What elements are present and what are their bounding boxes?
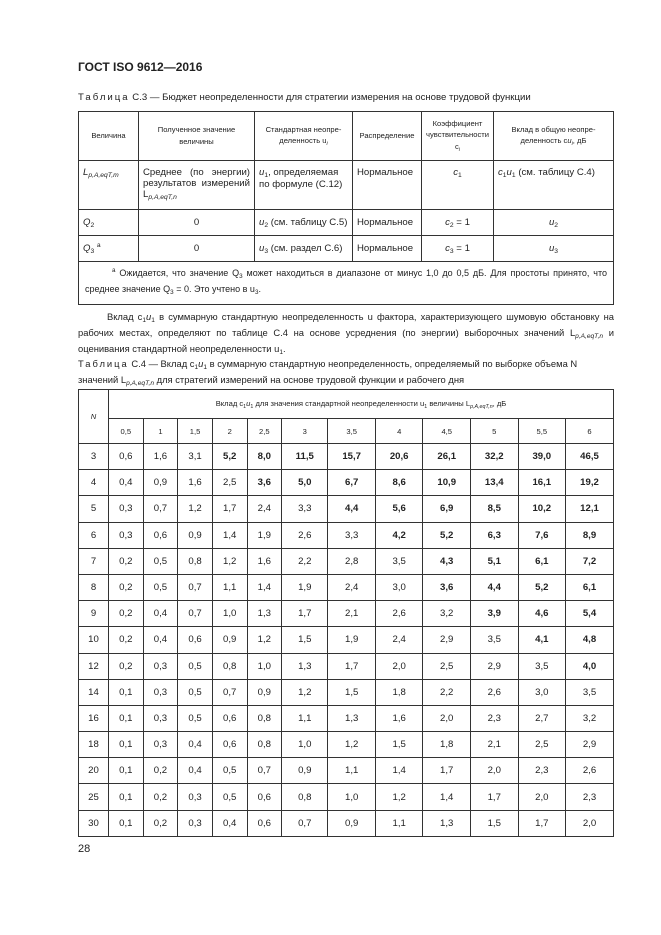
table-row xyxy=(79,470,614,496)
cell-value: 0,5 xyxy=(178,705,213,731)
cell-value: 1,0 xyxy=(212,601,247,627)
cell-value: 3,2 xyxy=(566,705,614,731)
cell-n: 14 xyxy=(79,679,109,705)
cell-value: 0,7 xyxy=(143,496,178,522)
cell-value: 1,5 xyxy=(470,810,518,836)
cell-value: 3,0 xyxy=(518,679,566,705)
cell-value: 6,1 xyxy=(518,548,566,574)
cell-value: 8,0 xyxy=(247,444,282,470)
cell-value: 0,3 xyxy=(143,705,178,731)
cell-value: 1,2 xyxy=(282,679,328,705)
cell-value: 1,1 xyxy=(375,810,423,836)
cell-value: 1,9 xyxy=(282,574,328,600)
header-u-value: 0,5 xyxy=(109,419,144,444)
header-sensitivity: Коэффициент чувствительности $c_i$ xyxy=(422,112,494,161)
cell-value: 0,1 xyxy=(109,758,144,784)
cell-value: 1,3 xyxy=(328,705,376,731)
cell-value: 8,6 xyxy=(375,470,423,496)
cell-value: 0,9 xyxy=(178,522,213,548)
cell-value: 13,4 xyxy=(470,470,518,496)
cell-value: 1,5 xyxy=(328,679,376,705)
cell-value: 0,2 xyxy=(109,574,144,600)
cell-value: 3,1 xyxy=(178,444,213,470)
cell-value: 3,5 xyxy=(375,548,423,574)
cell-sensitivity: $c_2 = 1$ xyxy=(422,210,494,236)
cell-value: 0,4 xyxy=(143,601,178,627)
header-u-value: 1 xyxy=(143,419,178,444)
cell-value: 0,4 xyxy=(178,732,213,758)
cell-value: 0,1 xyxy=(109,784,144,810)
cell-value: 26,1 xyxy=(423,444,471,470)
table-row xyxy=(79,548,614,574)
cell-value: 0,2 xyxy=(109,601,144,627)
cell-value: 1,0 xyxy=(328,784,376,810)
cell-value: 39,0 xyxy=(518,444,566,470)
cell-value: 4,6 xyxy=(518,601,566,627)
cell-value: 2,3 xyxy=(470,705,518,731)
table-row xyxy=(79,161,614,210)
cell-value: 4,1 xyxy=(518,627,566,653)
caption-number: С.3 xyxy=(132,92,148,103)
header-quantity: Величина xyxy=(79,112,139,161)
cell-n: 7 xyxy=(79,548,109,574)
cell-value: 1,6 xyxy=(375,705,423,731)
table-row xyxy=(79,810,614,836)
cell-value: 6,9 xyxy=(423,496,471,522)
cell-value: 2,4 xyxy=(328,574,376,600)
table-footnote-row xyxy=(79,262,614,305)
cell-n: 10 xyxy=(79,627,109,653)
cell-value: 4,8 xyxy=(566,627,614,653)
table-row xyxy=(79,679,614,705)
cell-contribution: $u_2$ xyxy=(494,210,614,236)
table-c3-caption xyxy=(78,92,531,103)
body-paragraph: Вклад $c_1u_1$ в суммарную стандартную неопределенность u фактора, характеризующего шумовую обстановку на рабочих местах, определяют по таблице С.4 на основе усреднения (по энергии) выборочных значений $L_{p,A,eqT,n}$ и оценивания стандартной неопределенности $u_1$. xyxy=(78,311,614,357)
cell-n: 12 xyxy=(79,653,109,679)
cell-value: 0,8 xyxy=(212,653,247,679)
cell-value: 2,6 xyxy=(566,758,614,784)
cell-value: 2,7 xyxy=(518,705,566,731)
cell-value: 2,5 xyxy=(212,470,247,496)
cell-n: 20 xyxy=(79,758,109,784)
cell-value: 0,9 xyxy=(247,679,282,705)
cell-value: 4,4 xyxy=(470,574,518,600)
cell-value: 1,7 xyxy=(282,601,328,627)
cell-value: 2,8 xyxy=(328,548,376,574)
cell-value: 1,7 xyxy=(518,810,566,836)
cell-value: 20,6 xyxy=(375,444,423,470)
cell-value: 2,9 xyxy=(423,627,471,653)
cell-value: 1,2 xyxy=(212,548,247,574)
cell-value: 0,8 xyxy=(247,705,282,731)
cell-value: 8,9 xyxy=(566,522,614,548)
cell-value: 12,1 xyxy=(566,496,614,522)
cell-value: 1,7 xyxy=(470,784,518,810)
cell-value: 0,8 xyxy=(282,784,328,810)
cell-value: 1,4 xyxy=(247,574,282,600)
cell-value: 32,2 xyxy=(470,444,518,470)
cell-value: 0,9 xyxy=(212,627,247,653)
cell-value: 2,1 xyxy=(328,601,376,627)
table-row xyxy=(79,601,614,627)
cell-value: 0,9 xyxy=(328,810,376,836)
cell-value: 1,5 xyxy=(282,627,328,653)
header-span: Вклад $c_1u_1$ для значения стандартной неопределенности $u_1$ величины $L_{p,A,eqT,n}$, дБ xyxy=(109,390,614,419)
cell-value: 3,5 xyxy=(566,679,614,705)
cell-value: 2,6 xyxy=(470,679,518,705)
cell-value: 0,1 xyxy=(109,810,144,836)
cell-value: 1,7 xyxy=(423,758,471,784)
cell-value: 2,9 xyxy=(566,732,614,758)
table-row xyxy=(79,210,614,236)
cell-value: 0,6 xyxy=(109,444,144,470)
cell-value: 4,0 xyxy=(566,653,614,679)
cell-value: 2,6 xyxy=(375,601,423,627)
cell-n: 3 xyxy=(79,444,109,470)
cell-value: 1,1 xyxy=(328,758,376,784)
cell-value: 1,6 xyxy=(247,548,282,574)
cell-value: 3,6 xyxy=(247,470,282,496)
cell-value: 2,3 xyxy=(518,758,566,784)
cell-value: 5,1 xyxy=(470,548,518,574)
header-value: Полученное значение величины xyxy=(139,112,255,161)
header-u-value: 4 xyxy=(375,419,423,444)
cell-n: 18 xyxy=(79,732,109,758)
cell-value: 2,9 xyxy=(470,653,518,679)
header-contribution: Вклад в общую неопределенность $cu_i$, дБ xyxy=(494,112,614,161)
cell-value: 2,6 xyxy=(282,522,328,548)
table-row xyxy=(79,496,614,522)
cell-value: 0,7 xyxy=(178,601,213,627)
cell-value: 2,5 xyxy=(423,653,471,679)
cell-value: 19,2 xyxy=(566,470,614,496)
cell-value: 2,5 xyxy=(518,732,566,758)
cell-value: 3,5 xyxy=(470,627,518,653)
table-row xyxy=(79,758,614,784)
cell-value: 4,2 xyxy=(375,522,423,548)
cell-value: 1,1 xyxy=(212,574,247,600)
header-u-value: 3,5 xyxy=(328,419,376,444)
cell-value: 0,6 xyxy=(212,732,247,758)
cell-value: 1,2 xyxy=(178,496,213,522)
cell-sensitivity: $c_1$ xyxy=(422,161,494,210)
table-row xyxy=(79,522,614,548)
caption-text: — Бюджет неопределенности для стратегии измерения на основе трудовой функции xyxy=(149,92,531,103)
cell-value: 0 xyxy=(139,236,255,262)
cell-value: 0,3 xyxy=(143,679,178,705)
cell-value: 2,1 xyxy=(470,732,518,758)
cell-value: 5,6 xyxy=(375,496,423,522)
cell-value: 0,3 xyxy=(143,732,178,758)
cell-value: 0,3 xyxy=(109,522,144,548)
cell-value: 5,4 xyxy=(566,601,614,627)
cell-value: 0,6 xyxy=(212,705,247,731)
cell-value: 2,4 xyxy=(247,496,282,522)
cell-uncertainty: $u_3$ (см. раздел С.6) xyxy=(255,236,353,262)
cell-value: 2,0 xyxy=(470,758,518,784)
cell-value: 5,0 xyxy=(282,470,328,496)
cell-distribution: Нормальное xyxy=(353,210,422,236)
cell-value: 1,2 xyxy=(375,784,423,810)
cell-value: 6,3 xyxy=(470,522,518,548)
header-u-value: 2 xyxy=(212,419,247,444)
cell-value: 2,4 xyxy=(375,627,423,653)
cell-value: 0,4 xyxy=(143,627,178,653)
table-row xyxy=(79,705,614,731)
table-row xyxy=(79,653,614,679)
table-header-row xyxy=(79,112,614,161)
cell-value: 7,6 xyxy=(518,522,566,548)
cell-value: 0,2 xyxy=(109,627,144,653)
header-u-value: 4,5 xyxy=(423,419,471,444)
cell-value: 1,7 xyxy=(212,496,247,522)
cell-value: 0,9 xyxy=(282,758,328,784)
table-row xyxy=(79,574,614,600)
header-u-value: 5 xyxy=(470,419,518,444)
cell-value: 2,2 xyxy=(423,679,471,705)
cell-value: 1,6 xyxy=(143,444,178,470)
cell-value: 5,2 xyxy=(518,574,566,600)
cell-value: 0,4 xyxy=(109,470,144,496)
cell-value: 1,0 xyxy=(282,732,328,758)
page-number: 28 xyxy=(78,843,91,855)
cell-value: 1,2 xyxy=(247,627,282,653)
cell-value: 0,5 xyxy=(212,758,247,784)
cell-value: 1,6 xyxy=(178,470,213,496)
cell-n: 4 xyxy=(79,470,109,496)
cell-value: 2,2 xyxy=(282,548,328,574)
cell-value: 16,1 xyxy=(518,470,566,496)
cell-value: 0,1 xyxy=(109,679,144,705)
cell-value: 1,7 xyxy=(328,653,376,679)
cell-value: 0,1 xyxy=(109,705,144,731)
cell-value: 3,2 xyxy=(423,601,471,627)
uncertainty-budget-table xyxy=(78,111,614,305)
cell-value: 46,5 xyxy=(566,444,614,470)
cell-value: 0,4 xyxy=(212,810,247,836)
cell-value: 0,5 xyxy=(143,574,178,600)
cell-value: 1,4 xyxy=(375,758,423,784)
cell-value: 0,8 xyxy=(247,732,282,758)
cell-value: 1,9 xyxy=(328,627,376,653)
cell-value: 2,0 xyxy=(566,810,614,836)
contribution-table xyxy=(78,389,614,837)
cell-n: 5 xyxy=(79,496,109,522)
cell-value: 5,2 xyxy=(423,522,471,548)
cell-value: 0,5 xyxy=(178,653,213,679)
cell-value: Среднее (по энергии) результатов измерений $L_{p,A,eqT,n}$ xyxy=(139,161,255,210)
cell-value: 1,9 xyxy=(247,522,282,548)
cell-value: 0,2 xyxy=(143,810,178,836)
cell-value: 1,8 xyxy=(375,679,423,705)
cell-value: 0,6 xyxy=(143,522,178,548)
cell-value: 3,9 xyxy=(470,601,518,627)
header-u-value: 1,5 xyxy=(178,419,213,444)
cell-value: 1,4 xyxy=(423,784,471,810)
cell-value: 0,7 xyxy=(212,679,247,705)
cell-quantity: $Q_2$ xyxy=(79,210,139,236)
cell-value: 2,0 xyxy=(375,653,423,679)
header-u-value: 5,5 xyxy=(518,419,566,444)
header-u-value: 6 xyxy=(566,419,614,444)
cell-uncertainty: $u_2$ (см. таблицу С.5) xyxy=(255,210,353,236)
cell-value: 1,1 xyxy=(282,705,328,731)
cell-value: 0,8 xyxy=(178,548,213,574)
cell-value: 1,4 xyxy=(212,522,247,548)
table-row xyxy=(79,444,614,470)
header-std-uncertainty: Стандартная неопределенность $u_i$ xyxy=(255,112,353,161)
cell-value: 1,8 xyxy=(423,732,471,758)
cell-n: 6 xyxy=(79,522,109,548)
header-u-value: 2,5 xyxy=(247,419,282,444)
table-row xyxy=(79,732,614,758)
cell-value: 1,3 xyxy=(282,653,328,679)
cell-n: 25 xyxy=(79,784,109,810)
cell-value: 0,2 xyxy=(143,784,178,810)
cell-value: 0,7 xyxy=(178,574,213,600)
cell-value: 4,3 xyxy=(423,548,471,574)
header-distribution: Распределение xyxy=(353,112,422,161)
cell-value: 0 xyxy=(139,210,255,236)
cell-value: 0,7 xyxy=(247,758,282,784)
cell-value: 0,2 xyxy=(109,653,144,679)
cell-distribution: Нормальное xyxy=(353,236,422,262)
cell-value: 3,0 xyxy=(375,574,423,600)
cell-value: 0,6 xyxy=(247,810,282,836)
cell-value: 10,2 xyxy=(518,496,566,522)
cell-value: 1,0 xyxy=(247,653,282,679)
table-subheader-row xyxy=(79,419,614,444)
cell-value: 2,0 xyxy=(518,784,566,810)
cell-value: 3,3 xyxy=(282,496,328,522)
cell-quantity: $Q_3$ $^a$ xyxy=(79,236,139,262)
cell-value: 0,9 xyxy=(143,470,178,496)
cell-contribution: $u_3$ xyxy=(494,236,614,262)
cell-value: 5,2 xyxy=(212,444,247,470)
cell-value: 3,5 xyxy=(518,653,566,679)
cell-value: 3,6 xyxy=(423,574,471,600)
cell-value: 3,3 xyxy=(328,522,376,548)
cell-sensitivity: $c_3 = 1$ xyxy=(422,236,494,262)
cell-value: 7,2 xyxy=(566,548,614,574)
cell-n: 16 xyxy=(79,705,109,731)
cell-value: 8,5 xyxy=(470,496,518,522)
cell-value: 0,6 xyxy=(178,627,213,653)
table-footnote: $^a$ Ожидается, что значение $Q_3$ может находиться в диапазоне от минус 1,0 до 0,5 дБ. Для простоты принято, что среднее значение $Q_3 = 0$. Это учтено в $u_3$. xyxy=(79,262,614,305)
cell-value: 1,5 xyxy=(375,732,423,758)
cell-distribution: Нормальное xyxy=(353,161,422,210)
cell-value: 0,5 xyxy=(178,679,213,705)
cell-value: 2,0 xyxy=(423,705,471,731)
cell-value: 0,5 xyxy=(143,548,178,574)
table-row xyxy=(79,236,614,262)
table-row xyxy=(79,784,614,810)
cell-uncertainty: $u_1$, определяемая по формуле (С.12) xyxy=(255,161,353,210)
cell-value: 0,3 xyxy=(109,496,144,522)
cell-value: 4,4 xyxy=(328,496,376,522)
cell-value: 10,9 xyxy=(423,470,471,496)
cell-value: 0,6 xyxy=(247,784,282,810)
cell-value: 11,5 xyxy=(282,444,328,470)
cell-value: 0,3 xyxy=(143,653,178,679)
cell-n: 8 xyxy=(79,574,109,600)
cell-value: 0,2 xyxy=(109,548,144,574)
cell-value: 6,1 xyxy=(566,574,614,600)
header-n: N xyxy=(79,390,109,444)
table-row xyxy=(79,627,614,653)
cell-n: 9 xyxy=(79,601,109,627)
cell-value: 1,3 xyxy=(423,810,471,836)
cell-value: 1,3 xyxy=(247,601,282,627)
cell-value: 0,4 xyxy=(178,758,213,784)
header-u-value: 3 xyxy=(282,419,328,444)
table-header-row xyxy=(79,390,614,419)
cell-quantity: $L_{p,A,eqT,m}$ xyxy=(79,161,139,210)
cell-value: 2,3 xyxy=(566,784,614,810)
table-c4-caption: Таблица С.4 — Вклад $c_1u_1$ в суммарную стандартную неопределенность, определяемый по выборке объема N значений $L_{p,A,eqT,n}$ для стратегий измерений на основе трудовой функции и рабочего дня xyxy=(78,358,578,388)
cell-value: 6,7 xyxy=(328,470,376,496)
document-header: ГОСТ ISO 9612—2016 xyxy=(78,60,203,74)
cell-value: 0,7 xyxy=(282,810,328,836)
cell-value: 0,5 xyxy=(212,784,247,810)
cell-contribution: $c_1u_1$ (см. таблицу С.4) xyxy=(494,161,614,210)
cell-value: 1,2 xyxy=(328,732,376,758)
caption-label: Таблица xyxy=(78,92,130,103)
cell-value: 0,3 xyxy=(178,810,213,836)
cell-value: 0,1 xyxy=(109,732,144,758)
cell-value: 0,3 xyxy=(178,784,213,810)
cell-value: 0,2 xyxy=(143,758,178,784)
cell-n: 30 xyxy=(79,810,109,836)
cell-value: 15,7 xyxy=(328,444,376,470)
